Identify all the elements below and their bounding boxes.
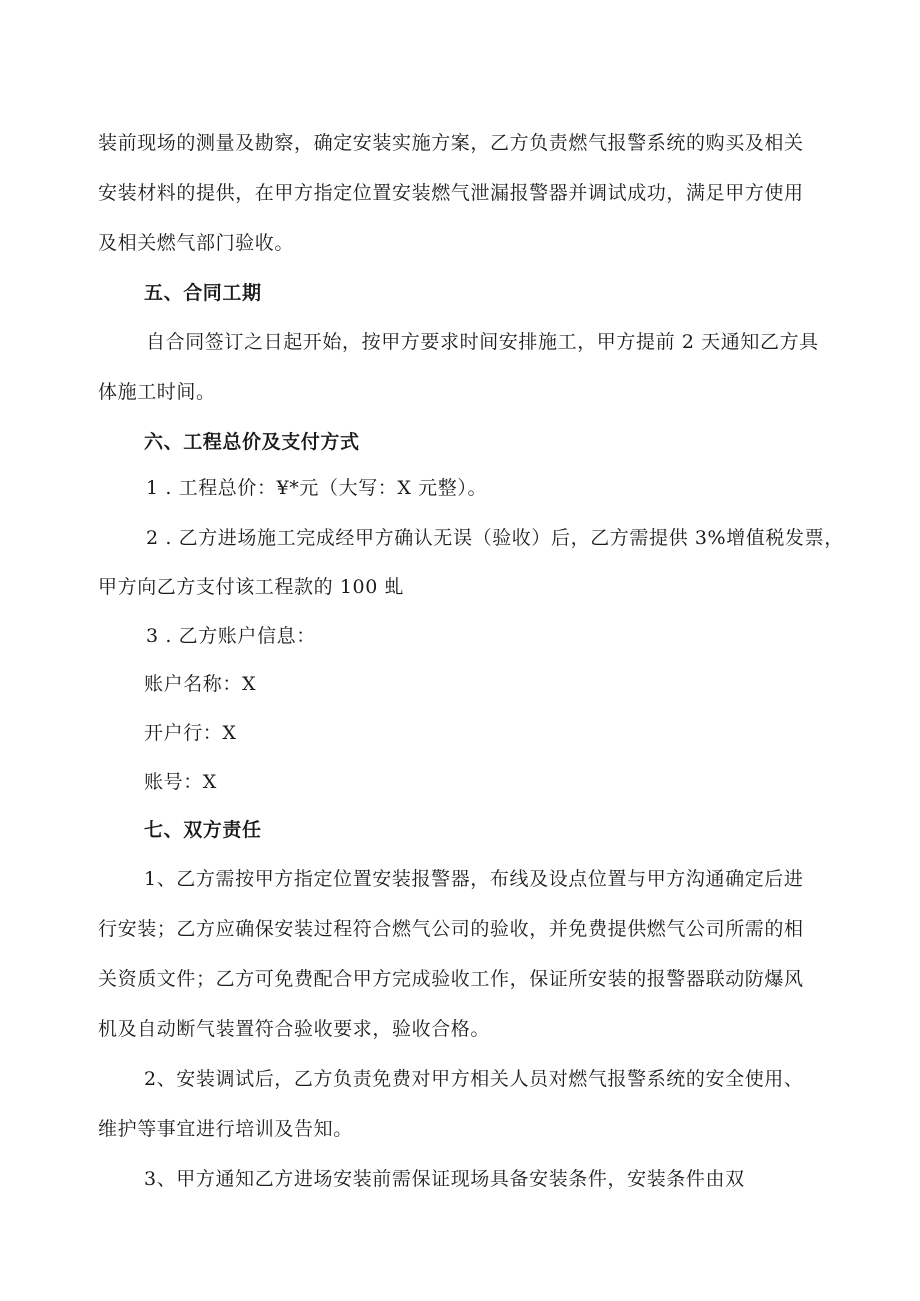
account-name: 账户名称：X <box>144 673 257 695</box>
section-6-heading: 六、工程总价及支付方式 <box>144 431 360 453</box>
section-6-item-2-line-2: 甲方向乙方支付该工程款的 100 虬 <box>98 576 405 598</box>
install-scope-line-1: 装前现场的测量及勘察，确定安装实施方案，乙方负责燃气报警系统的购买及相关 <box>98 132 804 154</box>
section-7-item-1-line-3: 关资质文件；乙方可免费配合甲方完成验收工作，保证所安装的报警器联动防爆风 <box>98 968 804 990</box>
section-6-item-1: 1 . 工程总价：¥*元（大写：X 元整）。 <box>146 477 488 499</box>
section-6-item-3: 3 . 乙方账户信息： <box>146 625 316 647</box>
section-7-item-1-line-4: 机及自动断气装置符合验收要求，验收合格。 <box>98 1018 491 1040</box>
section-6-item-2-line-1: 2 . 乙方进场施工完成经甲方确认无误（验收）后，乙方需提供 3%增值税发票， <box>146 527 844 549</box>
account-number: 账号：X <box>144 771 217 793</box>
section-5-para-line-1: 自合同签订之日起开始，按甲方要求时间安排施工，甲方提前 2 天通知乙方具 <box>146 331 819 353</box>
section-7-item-3-line-1: 3、甲方通知乙方进场安装前需保证现场具备安装条件，安装条件由双 <box>144 1168 745 1190</box>
section-5-heading: 五、合同工期 <box>144 282 262 304</box>
section-7-item-2-line-1: 2、安装调试后，乙方负责免费对甲方相关人员对燃气报警系统的安全使用、 <box>144 1068 804 1090</box>
section-7-item-1-line-2: 行安装；乙方应确保安装过程符合燃气公司的验收，并免费提供燃气公司所需的相 <box>98 918 804 940</box>
install-scope-line-2: 安装材料的提供，在甲方指定位置安装燃气泄漏报警器并调试成功，满足甲方使用 <box>98 182 804 204</box>
bank-name: 开户行：X <box>144 722 237 744</box>
section-7-heading: 七、双方责任 <box>144 819 262 841</box>
section-7-item-1-line-1: 1、乙方需按甲方指定位置安装报警器，布线及设点位置与甲方沟通确定后进 <box>144 868 804 890</box>
section-5-para-line-2: 体施工时间。 <box>98 381 216 403</box>
install-scope-line-3: 及相关燃气部门验收。 <box>98 232 295 254</box>
section-7-item-2-line-2: 维护等事宜进行培训及告知。 <box>98 1118 353 1140</box>
